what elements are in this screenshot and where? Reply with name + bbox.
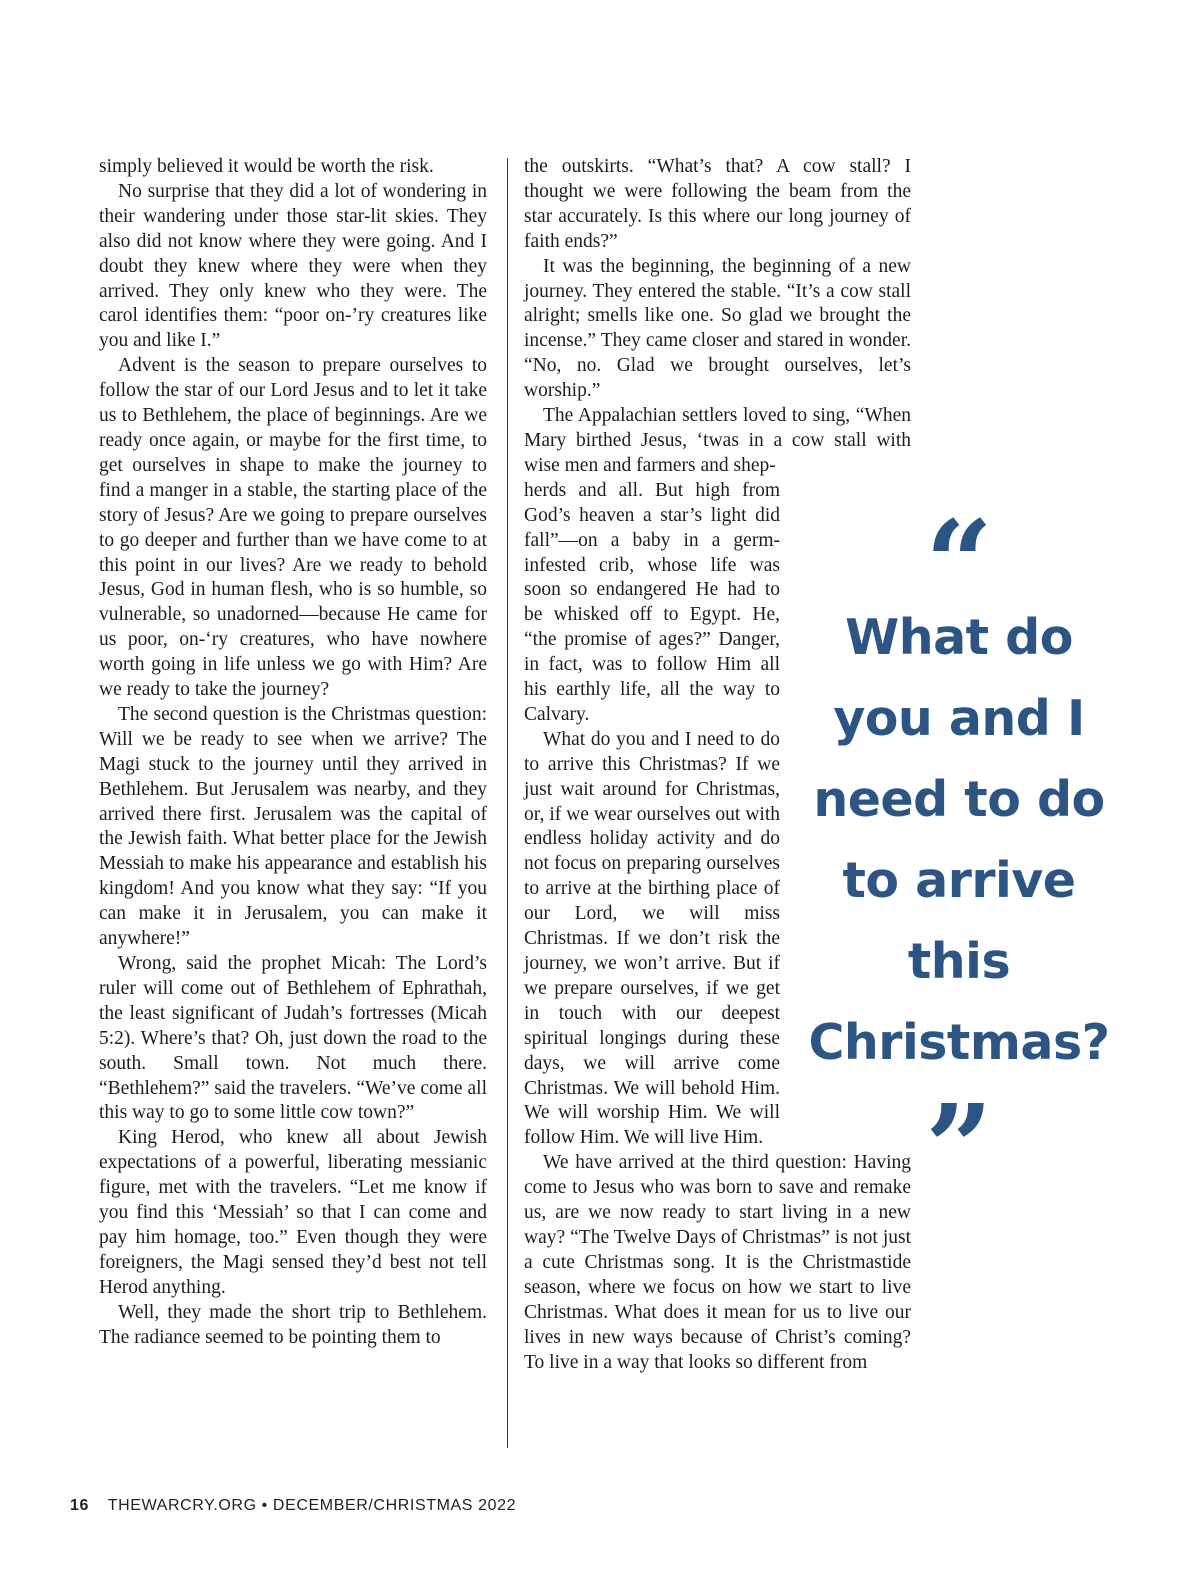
- article-left-column: [99, 155, 487, 1351]
- paragraph: herds and all. But high from God’s heaven a star’s light did fall”—on a baby in a germ-infested crib, whose life was soon so endangered He had to be whisked off to Egypt. He, “the promise of ages?” Danger, in fact, was to follow Him all his earthly life, all the way to Calvary.: [524, 479, 780, 725]
- paragraph: King Herod, who knew all about Jewish expectations of a powerful, liberating messianic figure, met with the travelers. “Let me know if you find this ‘Messiah’ so that I can come and pay him homage, too.” Even though they were foreigners, the Magi sensed they’d best not tell Herod anything.: [99, 1127, 487, 1298]
- pull-quote-text: What do you and I need to do to arrive this Christmas?: [808, 609, 1110, 1071]
- open-quote-mark: “: [925, 505, 993, 589]
- paragraph: What do you and I need to do to arrive this Christmas? If we just wait around for Christmas, or, if we wear ourselves out with endless holiday activity and do not focus on preparing ourselves to arrive at the birthing place of our Lord, we will miss Christmas. If we don’t risk the journey, we won’t arrive. But if we prepare ourselves, if we get in touch with our deepest spiritual longings during these days, we will arrive come Christmas. We will behold Him. We will worship Him. We will follow Him. We will live Him.: [524, 728, 780, 1149]
- paragraph: The Appalachian settlers loved to sing, “When Mary birthed Jesus, ‘twas in a cow stall with wise men and farmers and shep-: [524, 405, 911, 476]
- paragraph: The second question is the Christmas question: Will we be ready to see when we arrive? The Magi stuck to the journey until they arrived in Bethlehem. But Jerusalem was nearby, and they arrived there first. Jerusalem was the capital of the Jewish faith. What better place for the Jewish Messiah to make his appearance and establish his kingdom! And you know what they say: “If you can make it in Jerusalem, you can make it anywhere!”: [99, 703, 487, 950]
- paragraph: We have arrived at the third question: Having come to Jesus who was born to save and remake us, are we now ready to start living in a new way? “The Twelve Days of Christmas” is not just a cute Christmas song. It is the Christmastide season, where we focus on how we start to live Christmas. What does it mean for us to live our lives in new ways because of Christ’s coming? To live in a way that looks so different from: [524, 1152, 911, 1373]
- close-quote-mark: ”: [925, 1089, 993, 1173]
- paragraph: Advent is the season to prepare ourselves to follow the star of our Lord Jesus and to let it take us to Bethlehem, the place of beginnings. Are we ready once again, or maybe for the first time, to get ourselves in shape to make the journey to find a manger in a stable, the starting place of the story of Jesus? Are we going to prepare ourselves to go deeper and further than we have come to at this point in our lives? Are we ready to behold Jesus, God in human flesh, who is so humble, so vulnerable, so unadorned—because He came for us poor, on-‘ry creatures, who have nowhere worth going in life unless we go with Him? Are we ready to take the journey?: [99, 355, 487, 701]
- paragraph: Wrong, said the prophet Micah: The Lord’s ruler will come out of Bethlehem of Ephrathah, the least significant of Judah’s fortresses (Micah 5:2). Where’s that? Oh, just down the road to the south. Small town. Not much there. “Bethlehem?” said the travelers. “We’ve come all this way to go to some little cow town?”: [99, 953, 487, 1124]
- publication-info: THEWARCRY.ORG • DECEMBER/CHRISTMAS 2022: [107, 1497, 517, 1514]
- pull-quote: [800, 505, 1118, 1173]
- paragraph: the outskirts. “What’s that? A cow stall? I thought we were following the beam from the star accurately. Is this where our long journey of faith ends?”: [524, 156, 911, 252]
- page-footer: [70, 1497, 516, 1515]
- paragraph: It was the beginning, the beginning of a new journey. They entered the stable. “It’s a cow stall alright; smells like one. So glad we brought the incense.” They came closer and stared in wonder. “No, no. Glad we brought ourselves, let’s worship.”: [524, 255, 911, 402]
- narrow-text-block: [524, 479, 780, 1151]
- paragraph: Well, they made the short trip to Bethlehem. The radiance seemed to be pointing them to: [99, 1301, 487, 1348]
- paragraph: No surprise that they did a lot of wondering in their wandering under those star-lit skies. They also did not know where they were going. And I doubt they knew where they were when they arrived. They only knew who they were. The carol identifies them: “poor on-’ry creatures like you and like I.”: [99, 180, 487, 352]
- paragraph: simply believed it would be worth the risk.: [99, 156, 434, 177]
- column-divider: [507, 158, 508, 1448]
- page-number: 16: [70, 1497, 89, 1514]
